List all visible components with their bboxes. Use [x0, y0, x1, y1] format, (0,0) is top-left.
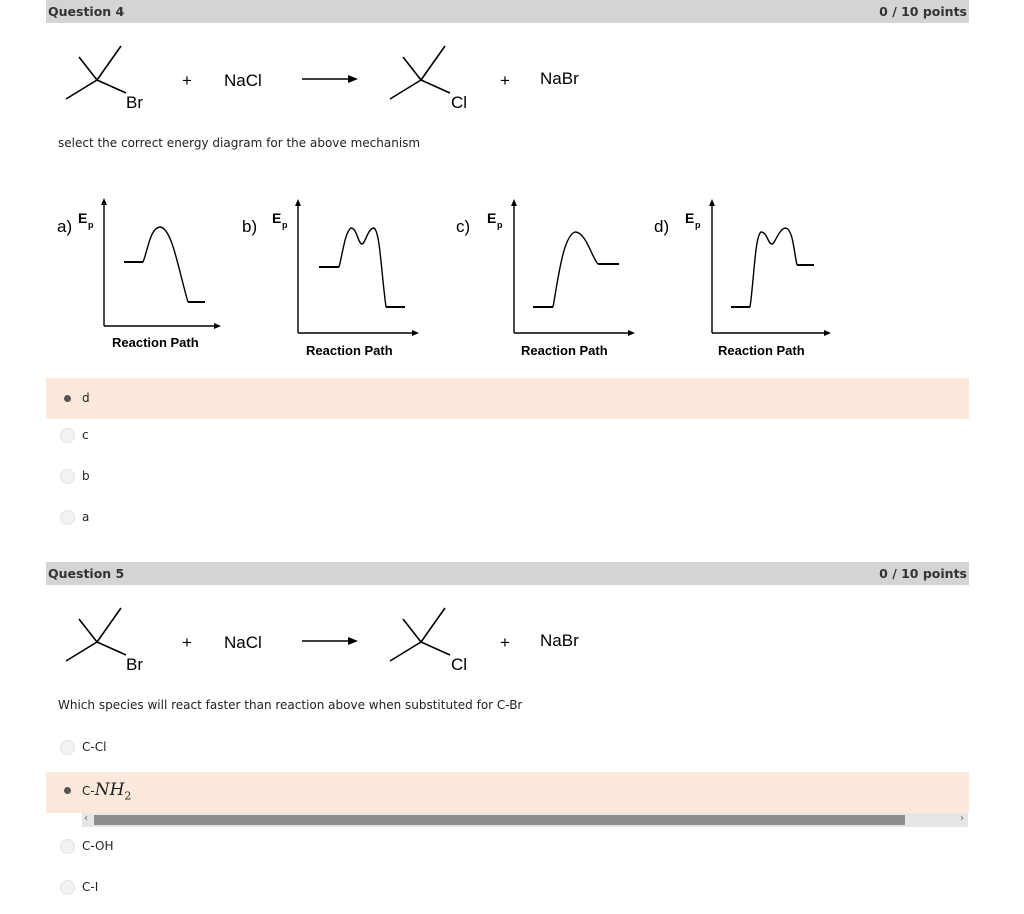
bond-line: [66, 80, 97, 99]
energy-curve: [553, 232, 598, 307]
diagram-letter: a): [57, 217, 73, 236]
product-group-label: Cl: [451, 655, 468, 674]
answer-option-c-cl[interactable]: [46, 727, 969, 768]
question-points: 0 / 10 points: [879, 4, 967, 19]
bond-line: [403, 57, 421, 80]
y-axis-subscript: p: [497, 220, 503, 230]
option-label: C-I: [82, 880, 99, 894]
bond-line: [97, 46, 121, 80]
scroll-left-icon[interactable]: ‹: [84, 813, 88, 824]
x-axis-arrow: [412, 330, 419, 336]
bond-line: [390, 80, 421, 99]
scrollbar-thumb[interactable]: [94, 815, 905, 825]
energy-curve: [143, 227, 188, 302]
bond-line: [79, 57, 97, 80]
answer-option-c-i[interactable]: [46, 867, 969, 908]
bond-line: [97, 642, 126, 655]
answer-option-d[interactable]: [46, 378, 969, 419]
question-prompt: select the correct energy diagram for the above mechanism: [58, 136, 421, 150]
radio-button[interactable]: [60, 391, 75, 406]
answer-option-c-oh[interactable]: [46, 826, 969, 867]
radio-button[interactable]: [60, 510, 75, 525]
question-5-header: [46, 562, 969, 585]
radio-button[interactable]: [60, 469, 75, 484]
bond-line: [421, 608, 445, 642]
math-formula: [94, 780, 132, 803]
x-axis-arrow: [214, 323, 221, 329]
y-axis-label: E: [78, 210, 88, 226]
bond-line: [97, 608, 121, 642]
y-axis-label: E: [487, 210, 497, 226]
question-prompt: Which species will react faster than reaction above when substituted for C-Br: [58, 698, 523, 712]
option-label: d: [82, 391, 90, 405]
bond-line: [66, 642, 97, 661]
bond-line: [97, 80, 126, 93]
option-label: C-Cl: [82, 740, 107, 754]
y-axis-arrow: [709, 199, 715, 206]
y-axis-label: E: [272, 210, 282, 226]
math-subscript: 2: [124, 789, 132, 803]
energy-diagram-b: [242, 199, 419, 358]
y-axis-arrow: [101, 198, 107, 205]
bond-line: [403, 619, 421, 642]
product-group-label: Cl: [451, 93, 468, 112]
diagram-letter: c): [456, 217, 471, 236]
x-axis-label: Reaction Path: [521, 343, 608, 358]
bond-line: [421, 642, 450, 655]
byproduct-label: NaBr: [540, 69, 579, 88]
bond-line: [390, 642, 421, 661]
question-title: Question 5: [48, 566, 125, 581]
reagent-label: NaCl: [224, 633, 262, 652]
radio-button[interactable]: [60, 783, 75, 798]
x-axis-label: Reaction Path: [112, 335, 199, 350]
diagram-letter: d): [654, 217, 670, 236]
plus-sign: +: [182, 633, 192, 652]
answer-option-c-nh2[interactable]: [46, 772, 969, 813]
radio-button[interactable]: [60, 740, 75, 755]
option-label: c: [82, 428, 89, 442]
radio-button[interactable]: [60, 839, 75, 854]
bond-line: [421, 46, 445, 80]
bond-line: [79, 619, 97, 642]
diagram-letter: b): [242, 217, 258, 236]
y-axis-subscript: p: [695, 220, 701, 230]
answer-option-a[interactable]: [46, 497, 969, 538]
question-points: 0 / 10 points: [879, 566, 967, 581]
y-axis-label: E: [685, 210, 695, 226]
option-label: C-OH: [82, 839, 114, 853]
y-axis-arrow: [295, 199, 301, 206]
y-axis-arrow: [511, 199, 517, 206]
energy-curve: [750, 228, 797, 307]
option-label: b: [82, 469, 90, 483]
option-label: a: [82, 510, 90, 524]
energy-diagram-c: [456, 199, 635, 358]
x-axis-arrow: [628, 330, 635, 336]
horizontal-scrollbar[interactable]: [82, 813, 968, 827]
energy-curve: [339, 228, 386, 307]
leaving-group-label: Br: [126, 655, 143, 674]
byproduct-label: NaBr: [540, 631, 579, 650]
option-label: [82, 780, 131, 802]
radio-button[interactable]: [60, 880, 75, 895]
x-axis-label: Reaction Path: [718, 343, 805, 358]
answer-option-c[interactable]: [46, 415, 969, 456]
question-title: Question 4: [48, 4, 125, 19]
plus-sign: +: [182, 71, 192, 90]
energy-diagram-a: [57, 198, 221, 350]
x-axis-label: Reaction Path: [306, 343, 393, 358]
energy-diagram-d: [654, 199, 831, 358]
plus-sign: +: [500, 71, 510, 90]
reaction-arrow-head: [348, 637, 358, 645]
plus-sign: +: [500, 633, 510, 652]
reaction-arrow-head: [348, 75, 358, 83]
y-axis-subscript: p: [282, 220, 288, 230]
option-prefix: C-: [82, 784, 95, 798]
bond-line: [421, 80, 450, 93]
reagent-label: NaCl: [224, 71, 262, 90]
scroll-right-icon[interactable]: ›: [960, 813, 964, 824]
x-axis-arrow: [824, 330, 831, 336]
answer-option-b[interactable]: [46, 456, 969, 497]
radio-button[interactable]: [60, 428, 75, 443]
math-text: NH: [94, 780, 125, 800]
y-axis-subscript: p: [88, 220, 94, 230]
leaving-group-label: Br: [126, 93, 143, 112]
